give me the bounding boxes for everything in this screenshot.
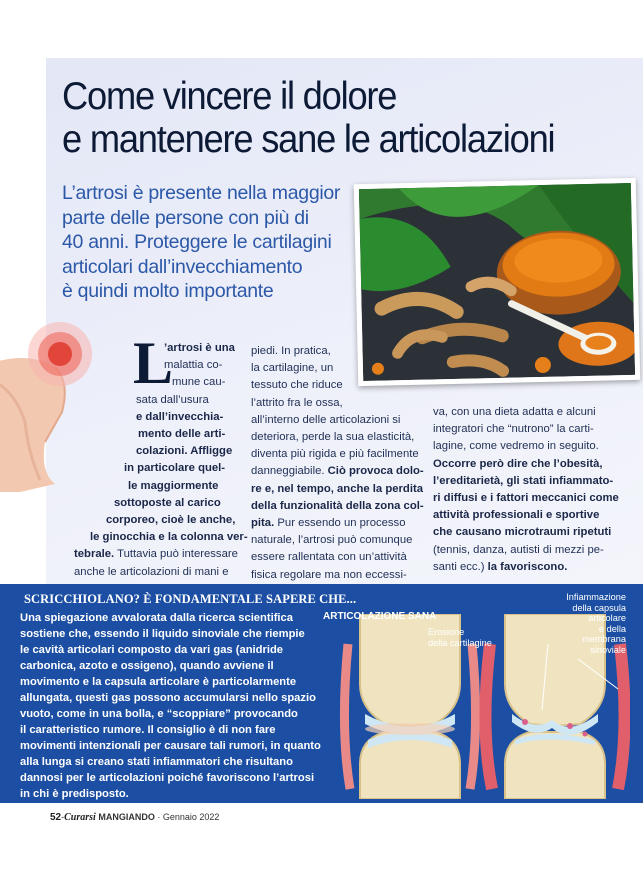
body-text: tebrale. xyxy=(74,548,115,561)
body-text: la cartilagine, un xyxy=(251,362,334,375)
body-text: corporeo, cioè le anche, xyxy=(106,514,236,527)
lead-line: è quindi molto importante xyxy=(62,280,274,302)
body-text: mune cau- xyxy=(172,376,226,389)
info-line: le cavità articolari composto da vari gas (anidride xyxy=(20,644,283,656)
drop-cap: L xyxy=(133,330,174,396)
issue-date: · Gennaio 2022 xyxy=(157,812,220,822)
body-text: danneggiabile. xyxy=(251,465,325,478)
article-title xyxy=(62,75,597,161)
body-text: mento delle arti- xyxy=(138,428,226,441)
body-text: e dall’invecchia- xyxy=(136,410,224,423)
body-text: integratori che “nutrono” la carti- xyxy=(433,423,594,436)
body-text: va, con una dieta adatta e alcuni xyxy=(433,406,596,418)
label-cartilage-erosion xyxy=(428,627,492,648)
lead-line: 40 anni. Proteggere le cartilagini xyxy=(62,231,332,253)
body-text: naturale, l’artrosi può comunque xyxy=(251,534,413,547)
body-text: deteriora, perde la sua elasticità, xyxy=(251,431,415,444)
body-text: sata dall’usura xyxy=(136,393,209,406)
body-text: attività professionali e sportive xyxy=(433,509,600,522)
info-box-text xyxy=(20,610,320,802)
lead-line: L’artrosi è presente nella maggior xyxy=(62,182,341,204)
info-line: in chi è predisposto. xyxy=(20,788,129,800)
body-text: l’ereditarietà, gli stati infiammato- xyxy=(433,474,614,487)
lead-paragraph xyxy=(62,181,352,304)
body-text: Ciò provoca dolo- xyxy=(327,465,424,478)
info-line: Una spiegazione avvalorata dalla ricerca scientifica xyxy=(20,612,293,624)
info-line: movimento e la capsula articolare è particolarmente xyxy=(20,676,297,688)
body-text: pita. xyxy=(251,517,275,530)
label-line: articolare xyxy=(588,613,626,623)
page-number: 52 xyxy=(50,812,62,823)
body-text: all’interno delle articolazioni si xyxy=(251,413,401,426)
body-text: la favoriscono. xyxy=(487,560,568,573)
label-line: membrana xyxy=(582,634,626,644)
body-text: della funzionalità della zona col- xyxy=(251,499,424,512)
body-text: che causano microtraumi ripetuti xyxy=(433,526,612,539)
info-line: il caratteristico rumore. Il consiglio è di non fare xyxy=(20,724,276,736)
body-text: colazioni. Affligge xyxy=(136,445,233,458)
body-text: ri diffusi e i fattori meccanici come xyxy=(433,492,619,505)
body-text: essere rallentata con un’attività xyxy=(251,551,407,564)
label-line: Erosione xyxy=(428,627,465,637)
body-text: malattia co- xyxy=(164,359,223,372)
body-column-2 xyxy=(251,343,424,584)
page-footer: 52-Curarsi MANGIANDO · Gennaio 2022 xyxy=(50,812,220,823)
body-text: l’attrito fra le ossa, xyxy=(251,396,343,409)
label-line: sinoviale xyxy=(590,644,626,655)
label-healthy-joint: ARTICOLAZIONE SANA xyxy=(323,611,437,622)
body-text: ’artrosi è una xyxy=(164,342,235,354)
label-line: e della xyxy=(598,623,626,634)
body-text: santi ecc.) xyxy=(433,560,485,573)
info-line: vuoto, come in una bolla, e “scoppiare” provocando xyxy=(20,708,298,720)
body-text: Pur essendo un processo xyxy=(277,517,406,530)
body-text: piedi. In pratica, xyxy=(251,345,331,357)
body-text: tessuto che riduce xyxy=(251,379,343,392)
info-box xyxy=(0,584,643,803)
info-box-title: SCRICCHIOLANO? È FONDAMENTALE SAPERE CHE... xyxy=(24,592,357,606)
info-line: sostiene che, essendo il liquido sinoviale che riempie xyxy=(20,628,305,640)
body-text: re e, nel tempo, anche la perdita xyxy=(251,482,424,495)
body-column-3 xyxy=(433,404,619,576)
body-text: Occorre però dire che l’obesità, xyxy=(433,457,603,470)
label-inflammation xyxy=(530,592,626,655)
title-line-1: Come vincere il dolore xyxy=(62,75,397,118)
label-line: della capsula xyxy=(572,602,626,613)
body-column-1 xyxy=(74,340,248,581)
info-line: carbonica, azoto e ossigeno), quando avviene il xyxy=(20,660,274,672)
body-text: lagine, come vedremo in seguito. xyxy=(433,440,599,453)
title-line-2: e mantenere sane le articolazioni xyxy=(62,118,555,161)
body-text: anche le articolazioni di mani e xyxy=(74,565,229,578)
info-line: alla lunga si creano stati infiammatori che risultano xyxy=(20,756,293,768)
body-text: (tennis, danza, autisti di mezzi pe- xyxy=(433,543,604,556)
body-text: diventa più rigida e più facilmente xyxy=(251,448,419,461)
body-text: in particolare quel- xyxy=(124,462,226,475)
magazine-brand: Curarsi xyxy=(64,812,96,823)
lead-line: parte delle persone con più di xyxy=(62,206,309,229)
body-text: le ginocchia e la colonna ver- xyxy=(90,531,248,544)
lead-line: articolari dall’invecchiamento xyxy=(62,255,303,278)
body-text: Tuttavia può interessare xyxy=(117,548,238,561)
info-line: allungata, questi gas possono accumularsi nello spazio xyxy=(20,692,316,704)
info-line: dannosi per le articolazioni poiché favoriscono l’artrosi xyxy=(20,772,315,784)
body-text: sottoposte al carico xyxy=(114,496,221,509)
body-text: fisica regolare ma non eccessi- xyxy=(251,568,407,581)
info-line: movimenti intenzionali per causare tali rumori, in quanto xyxy=(20,740,321,752)
body-text: le maggiormente xyxy=(128,479,219,492)
label-line: Infiammazione xyxy=(566,592,626,602)
label-line: della cartilagine xyxy=(428,637,492,648)
magazine-name: MANGIANDO xyxy=(98,812,155,822)
